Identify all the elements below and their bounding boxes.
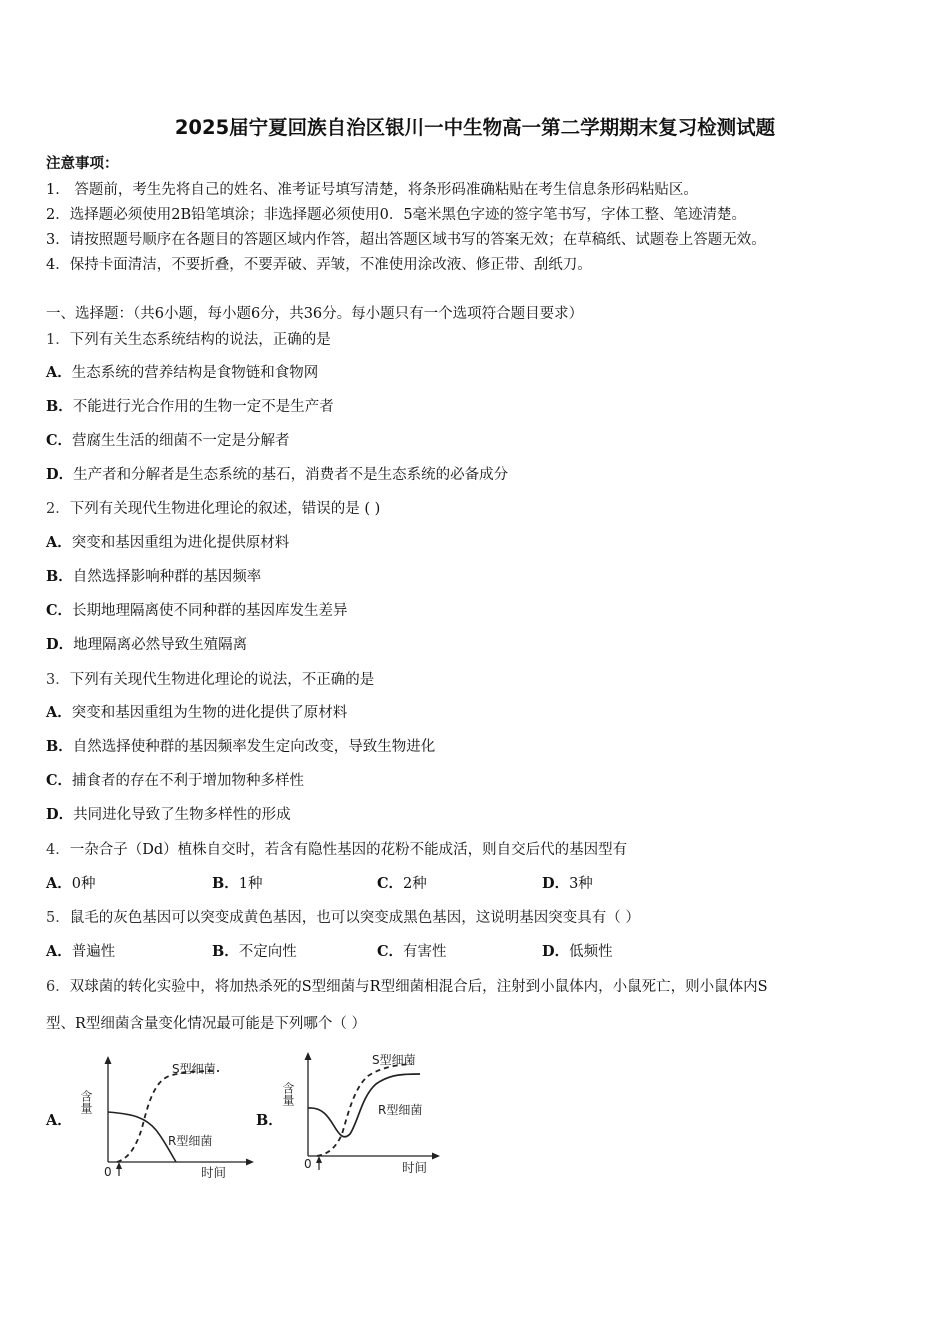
option-letter: B． [46,738,73,755]
option [212,872,263,893]
origin-label: 0 [304,1157,312,1171]
notice-item: 1． 答题前，考生先将自己的姓名、准考证号填写清楚，将条形码准确粘贴在考生信息条形码粘贴区。 [46,182,698,198]
option-letter: C． [377,875,404,892]
option [46,429,290,450]
option-letter: D． [46,636,74,653]
option-letter: D． [542,875,570,892]
injection-arrowhead [316,1156,322,1163]
option-text: 捕食者的存在不利于增加物种多样性 [72,773,305,789]
r-curve [108,1112,176,1162]
option [46,701,347,722]
option [377,872,427,893]
option-text: 长期地理隔离使不同种群的基因库发生差异 [72,603,348,619]
option-text: 0种 [71,876,96,892]
option-text: 不能进行光合作用的生物一定不是生产者 [72,399,334,415]
option [46,599,348,620]
option-text: 营腐生生活的细菌不一定是分解者 [72,433,290,449]
option-text: 地理隔离必然导致生殖隔离 [73,637,248,653]
option-text: 3种 [569,876,593,892]
question-number: 5． [46,910,70,926]
question-stem-continued: 型、R型细菌含量变化情况最可能是下列哪个（ ） [46,1016,367,1032]
option [46,940,115,961]
x-axis-label: 时间 [402,1160,428,1175]
s-curve-label: S型细菌 [372,1053,416,1067]
option-letter: C． [46,602,73,619]
option [212,940,297,961]
notice-item: 2．选择题必须使用2B铅笔填涂；非选择题必须使用0．5毫米黑色字迹的签字笔书写，字体工整、笔迹清楚。 [46,207,747,223]
option-letter: D． [542,943,570,960]
y-axis-arrow [305,1052,312,1060]
option-letter: D． [46,806,74,823]
y-axis-label: 含量 [281,1082,295,1106]
notice-heading: 注意事项： [46,155,119,172]
question-number: 3． [46,672,70,688]
figure-b-graph [281,1048,446,1178]
option-letter: B． [212,875,239,892]
option-letter: A． [46,875,72,892]
option [46,633,247,654]
option-letter: C． [46,772,73,789]
option [46,803,291,824]
option [542,872,593,893]
option-letter: A． [46,364,72,381]
s-curve-label: S型细菌 [172,1062,216,1076]
x-axis-arrow [246,1159,254,1166]
question-stem: 鼠毛的灰色基因可以突变成黄色基因，也可以突变成黑色基因，这说明基因突变具有（ ） [69,910,640,926]
option-letter: B． [46,568,73,585]
option-letter: C． [46,432,73,449]
page-title: 2025届宁夏回族自治区银川一中生物高一第二学期期末复习检测试题 [174,116,776,139]
option-letter: C． [377,943,404,960]
figure-a-graph [79,1052,254,1182]
option [46,872,96,893]
option-text: 突变和基因重组为生物的进化提供了原材料 [71,705,348,721]
notice-item: 4．保持卡面清洁，不要折叠，不要弄破、弄皱，不准使用涂改液、修正带、刮纸刀。 [46,257,592,273]
option [46,769,304,790]
option-text: 生态系统的营养结构是食物链和食物网 [71,365,319,381]
option-text: 自然选择使种群的基因频率发生定向改变，导致生物进化 [72,739,436,755]
option [46,735,435,756]
option [377,940,447,961]
option [46,395,334,416]
option-text: 1种 [238,876,263,892]
question-stem: 一杂合子（Dd）植株自交时，若含有隐性基因的花粉不能成活，则自交后代的基因型有 [69,842,628,858]
notice-item: 3．请按照题号顺序在各题目的答题区域内作答，超出答题区域书写的答案无效；在草稿纸、试题卷上答题无效。 [46,232,766,248]
option-letter: B． [46,398,73,415]
question-stem: 下列有关现代生物进化理论的说法，不正确的是 [69,672,375,688]
question-4 [46,838,627,859]
option-text: 突变和基因重组为进化提供原材料 [71,535,290,551]
x-axis-arrow [432,1153,440,1160]
option-letter: D． [46,466,74,483]
option-text: 共同进化导致了生物多样性的形成 [73,807,291,823]
option-text: 低频性 [569,944,613,960]
question-1 [46,328,331,349]
r-curve-label: R型细菌 [168,1134,213,1148]
option [46,565,261,586]
figure-a-label: A． [46,1112,72,1129]
section-heading: 一、选择题：（共6小题，每小题6分，共36分。每小题只有一个选项符合题目要求） [46,306,584,322]
origin-label: 0 [104,1165,112,1179]
option [46,463,508,484]
question-number: 2． [46,501,70,517]
option-letter: A． [46,534,72,551]
question-number: 1． [46,332,70,348]
option-text: 生产者和分解者是生态系统的基石，消费者不是生态系统的必备成分 [73,467,509,483]
option [46,361,318,382]
question-6 [46,975,768,996]
question-stem: 下列有关现代生物进化理论的叙述，错误的是 ( ) [69,501,381,517]
r-curve-label: R型细菌 [378,1103,423,1117]
option-text: 自然选择影响种群的基因频率 [72,569,262,585]
option [542,940,613,961]
question-5 [46,906,640,927]
y-axis-label: 含量 [79,1090,93,1114]
option-text: 有害性 [403,944,447,960]
x-axis-label: 时间 [201,1165,227,1180]
figure-b-label: B． [256,1112,283,1129]
option [46,531,289,552]
question-2 [46,497,380,518]
option-text: 普遍性 [71,944,116,960]
question-stem: 双球菌的转化实验中，将加热杀死的S型细菌与R型细菌相混合后，注射到小鼠体内，小鼠死亡，则小鼠体内S [69,979,768,995]
y-axis-arrow [105,1056,112,1064]
option-text: 不定向性 [238,944,297,960]
option-letter: B． [212,943,239,960]
question-stem: 下列有关生态系统结构的说法，正确的是 [69,332,331,348]
question-3 [46,668,374,689]
injection-arrowhead [116,1162,122,1169]
question-number: 6． [46,979,70,995]
question-number: 4． [46,842,70,858]
option-letter: A． [46,704,72,721]
option-text: 2种 [403,876,427,892]
option-letter: A． [46,943,72,960]
